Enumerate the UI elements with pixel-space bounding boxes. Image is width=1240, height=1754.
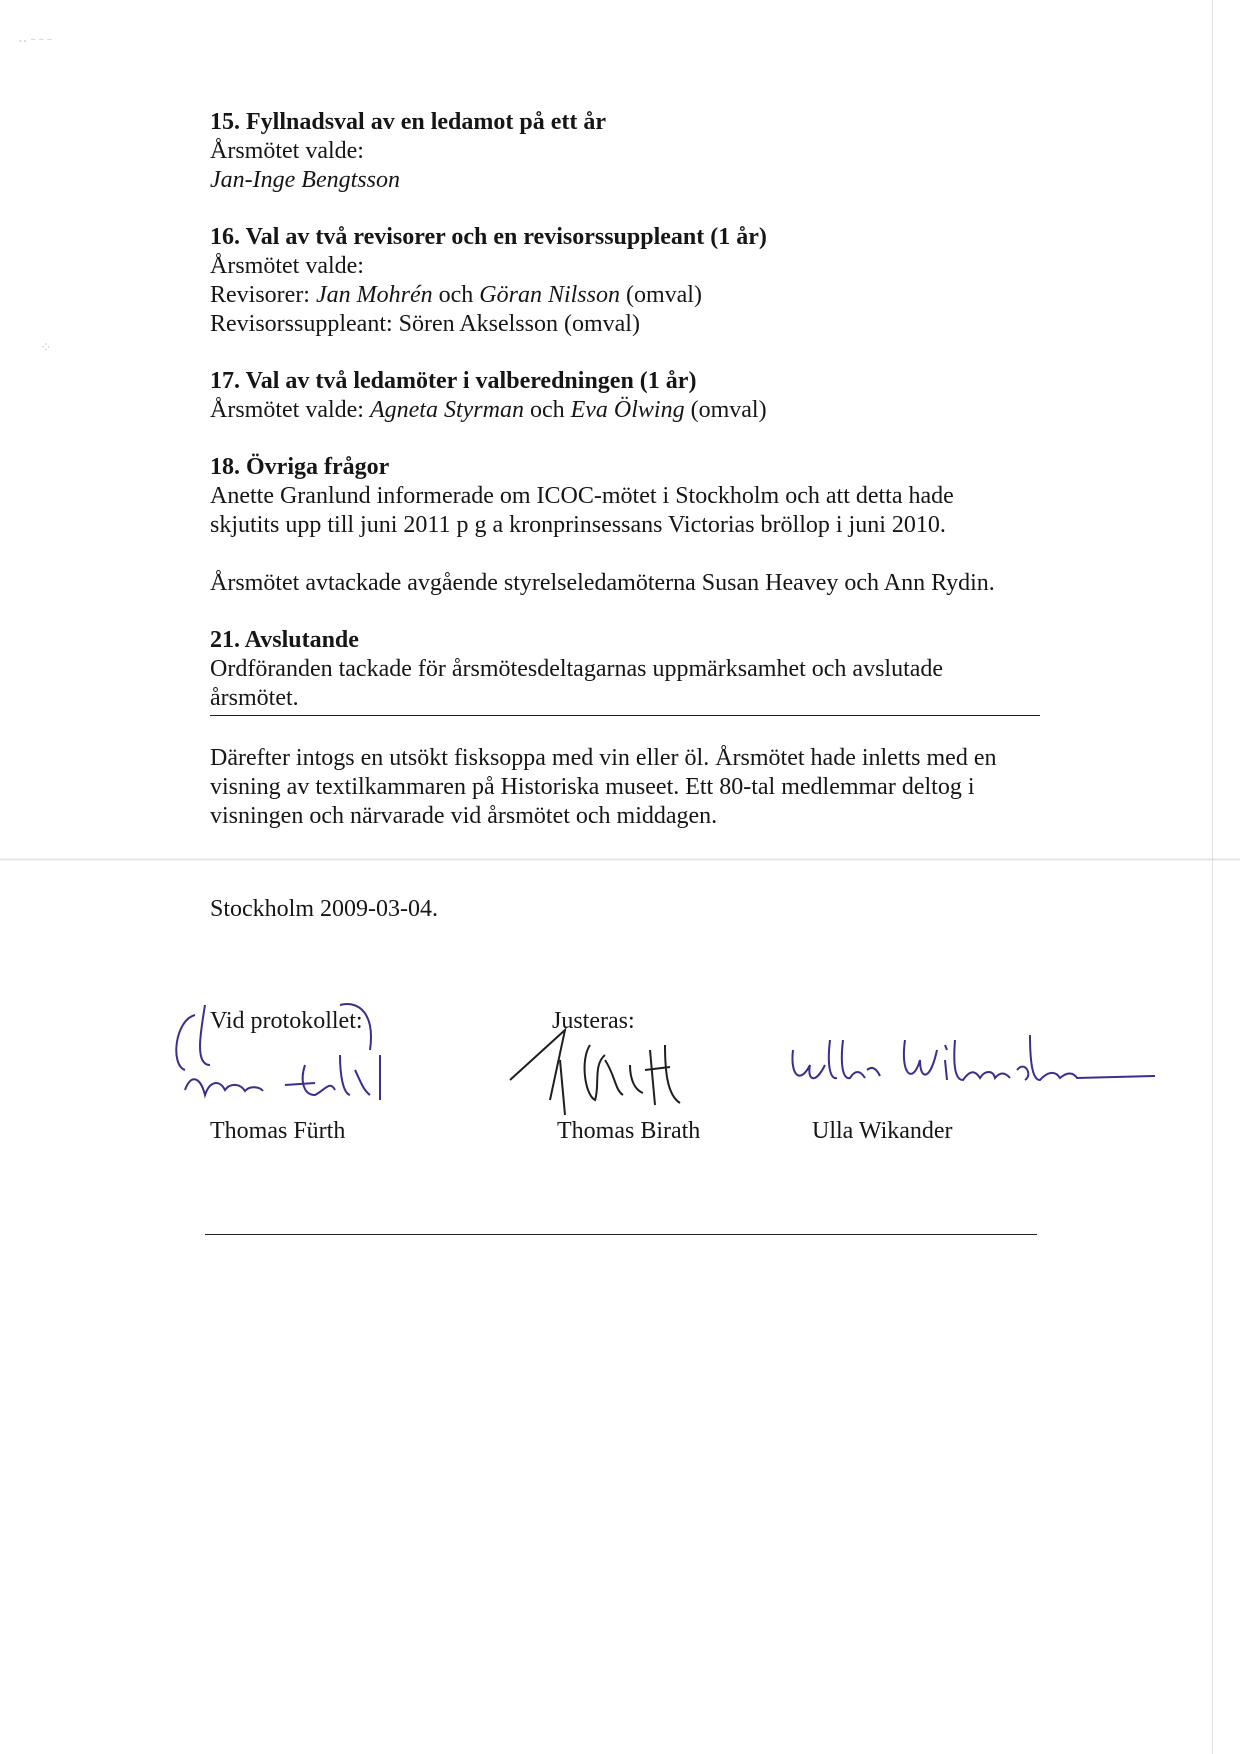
scan-edge (1212, 0, 1213, 1754)
protocol-label: Vid protokollet: (210, 1008, 363, 1034)
scan-speck: ‥ ˗ ˗ ˗ (18, 31, 52, 46)
section-text: Ordföranden tackade för årsmötesdeltagarnas uppmärksamhet och avslutade (210, 656, 944, 682)
signature-thomas-furth (165, 995, 455, 1115)
revisorer-line (210, 281, 1040, 310)
paragraph-text: Därefter intogs en utsökt fisksoppa med vin eller öl. Årsmötet hade inletts med en (210, 745, 997, 771)
section-18 (210, 453, 1040, 598)
section-heading: 18. Övriga frågor (210, 454, 390, 480)
section-15 (210, 108, 1040, 195)
section-text: årsmötet. (210, 685, 299, 711)
revisorer-prefix: Revisorer: (210, 282, 316, 308)
paragraph-text: visning av textilkammaren på Historiska museet. Ett 80-tal medlemmar deltog i (210, 774, 975, 800)
scan-speck: ⁘ (40, 341, 52, 356)
revisor-name: Jan Mohrén (315, 282, 433, 308)
section-text: skjutits upp till juni 2011 p g a kronprinsessans Victorias bröllop i juni 2010. (210, 512, 946, 538)
section-heading: 15. Fyllnadsval av en ledamot på ett år (210, 109, 606, 135)
section-heading: 21. Avslutande (210, 627, 359, 653)
section-21 (210, 626, 1040, 716)
dinner-paragraph (210, 744, 1040, 831)
omval-note: (omval) (619, 282, 702, 308)
elected-name: Eva Ölwing (570, 397, 685, 423)
section-17 (210, 367, 1040, 425)
valberedning-line (210, 396, 1040, 425)
signatory-name: Thomas Birath (557, 1118, 701, 1144)
paragraph-text: visningen och närvarade vid årsmötet och middagen. (210, 803, 718, 829)
section-16 (210, 223, 1040, 339)
signature-ulla-wikander (785, 1020, 1165, 1105)
bottom-rule (205, 1234, 1037, 1235)
section-text: Årsmötet valde: (210, 253, 364, 279)
section-text: Årsmötet avtackade avgående styrelseledamöterna Susan Heavey och Ann Rydin. (210, 570, 995, 596)
elected-name: Agneta Styrman (369, 397, 524, 423)
section-heading: 16. Val av två revisorer och en revisorssuppleant (1 år) (210, 224, 767, 250)
omval-note: (omval) (684, 397, 767, 423)
signature-thomas-birath (505, 1025, 725, 1120)
conjunction: och (432, 282, 480, 308)
elected-name: Jan-Inge Bengtsson (210, 167, 400, 193)
section-text: Årsmötet valde: (210, 138, 364, 164)
place-date: Stockholm 2009-03-04. (210, 896, 438, 922)
document-body (210, 108, 1040, 859)
signatory-name: Thomas Fürth (210, 1118, 346, 1144)
suppleant-line: Revisorssuppleant: Sören Akselsson (omval) (210, 311, 640, 337)
section-text: Årsmötet valde: (210, 397, 370, 423)
signatory-name: Ulla Wikander (812, 1118, 953, 1144)
section-heading: 17. Val av två ledamöter i valberedningen (1 år) (210, 368, 697, 394)
conjunction: och (523, 397, 571, 423)
section-text: Anette Granlund informerade om ICOC-mötet i Stockholm och att detta hade (210, 483, 954, 509)
revisor-name: Göran Nilsson (479, 282, 620, 308)
justeras-label: Justeras: (552, 1008, 635, 1034)
